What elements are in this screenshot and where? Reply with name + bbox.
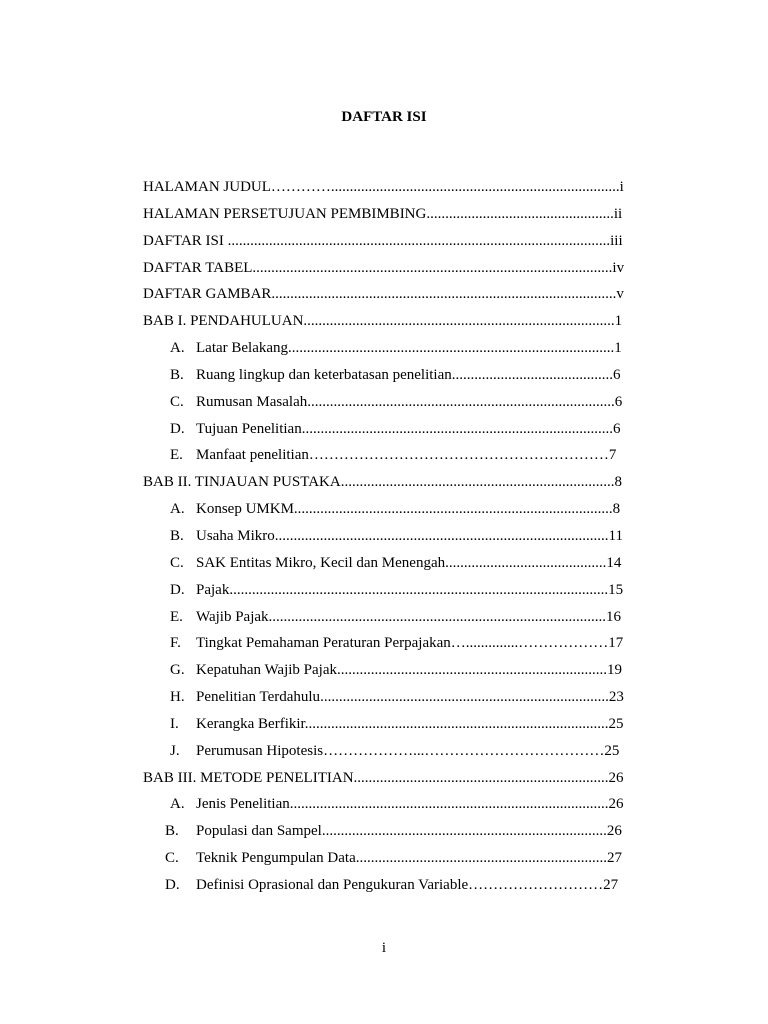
toc-entry-leader: ………………...……………………………… xyxy=(323,742,605,759)
toc-entry-label: DAFTAR ISI xyxy=(143,232,224,249)
toc-entry-marker: C. xyxy=(170,393,184,410)
toc-entry-page: 1 xyxy=(614,340,622,357)
toc-entry-label: Definisi Oprasional dan Pengukuran Variable xyxy=(196,876,469,893)
toc-entry xyxy=(0,228,768,255)
toc-entry xyxy=(0,604,768,631)
toc-entry-marker: A. xyxy=(170,340,185,357)
toc-entry-label: Latar Belakang xyxy=(196,340,289,357)
toc-entry-page: 8 xyxy=(612,501,621,518)
toc-entry xyxy=(0,765,768,792)
toc-entry-leader: ................................................................................. xyxy=(304,715,609,732)
toc-entry-line xyxy=(196,711,624,738)
toc-entry-page: 6 xyxy=(614,393,623,410)
toc-entry-line xyxy=(196,523,624,550)
toc-entry xyxy=(0,442,768,469)
toc-entry-page: 14 xyxy=(606,554,622,571)
toc-entry-marker: C. xyxy=(170,554,184,571)
toc-entry-leader: ........................................... xyxy=(445,554,607,571)
toc-entry-leader: ......................................................................... xyxy=(340,474,615,491)
toc-entry-line xyxy=(196,791,624,818)
toc-entry-page: 11 xyxy=(608,527,623,544)
toc-entry-marker: F. xyxy=(170,635,181,652)
toc-entry-line xyxy=(143,281,624,308)
toc-entry xyxy=(0,174,768,201)
toc-entry-leader: .......................................................................................... xyxy=(268,608,607,625)
toc-entry-page: 27 xyxy=(603,876,619,893)
toc-entry xyxy=(0,818,768,845)
toc-entry-line xyxy=(196,738,624,765)
toc-entry-line xyxy=(196,657,624,684)
toc-entry-label: BAB III. METODE PENELITIAN xyxy=(143,769,354,786)
toc-entry-label: Jenis Penelitian xyxy=(196,796,290,813)
toc-entry xyxy=(0,630,768,657)
toc-entry-page: 26 xyxy=(606,823,622,840)
toc-entry-page: 26 xyxy=(608,769,624,786)
toc-entry-marker: E. xyxy=(170,608,183,625)
toc-entry-label: Manfaat penelitian xyxy=(196,447,309,464)
toc-entry xyxy=(0,791,768,818)
toc-entry-line xyxy=(196,362,624,389)
toc-entry-label: SAK Entitas Mikro, Kecil dan Menengah xyxy=(196,554,446,571)
toc-entry-page: 6 xyxy=(613,366,621,383)
toc-entry xyxy=(0,550,768,577)
toc-entry xyxy=(0,872,768,899)
toc-entry-leader: ..................................................................................................... xyxy=(229,581,609,598)
toc-entry-label: Usaha Mikro xyxy=(196,527,275,544)
toc-entry-marker: A. xyxy=(170,796,185,813)
toc-entry-marker: H. xyxy=(170,689,185,706)
toc-entry-marker: D. xyxy=(170,581,185,598)
toc-entry xyxy=(0,389,768,416)
toc-entry-leader: ......................................................................................... xyxy=(274,527,609,544)
toc-entry-label: DAFTAR GAMBAR xyxy=(143,286,272,303)
toc-entry-leader: ................................................................................... xyxy=(301,420,613,437)
toc-entry-marker: A. xyxy=(170,501,185,518)
toc-entry-line xyxy=(143,765,624,792)
toc-entry-label: Kepatuhan Wajib Pajak xyxy=(196,662,337,679)
toc-entry-page: 8 xyxy=(614,474,622,491)
toc-entry xyxy=(0,335,768,362)
toc-entry-page: iv xyxy=(612,259,624,276)
toc-entry-marker: B. xyxy=(170,527,184,544)
toc-entry-label: Wajib Pajak xyxy=(196,608,269,625)
toc-entry-page: 15 xyxy=(608,581,624,598)
toc-entry-label: Rumusan Masalah xyxy=(196,393,308,410)
toc-entry xyxy=(0,362,768,389)
toc-entry-line xyxy=(143,308,624,335)
toc-entry-page: 27 xyxy=(607,850,622,867)
toc-entry-leader: …………………………………………………… xyxy=(308,447,609,464)
toc-entry xyxy=(0,577,768,604)
toc-entry-line xyxy=(196,389,624,416)
toc-entry-marker: G. xyxy=(170,662,185,679)
toc-entry-leader: ............................................................................................ xyxy=(271,286,617,303)
toc-entry-page: 25 xyxy=(604,742,620,759)
toc-entry xyxy=(0,711,768,738)
toc-entry-leader: .................................................................................. xyxy=(307,393,615,410)
toc-entry-label: BAB II. TINJAUAN PUSTAKA xyxy=(143,474,341,491)
toc-entry-line xyxy=(143,255,624,282)
toc-entry-leader: ........................................... xyxy=(451,366,614,383)
toc-entry-leader: ...................................................................................................... xyxy=(223,232,611,249)
toc-entry-label: Teknik Pengumpulan Data xyxy=(196,850,356,867)
toc-entry-label: Konsep UMKM xyxy=(196,501,294,518)
toc-entry-marker: C. xyxy=(165,850,179,867)
toc-entry xyxy=(0,523,768,550)
toc-entry-line xyxy=(196,604,624,631)
toc-entry xyxy=(0,845,768,872)
toc-entry-page: 25 xyxy=(608,715,624,732)
toc-entry-label: Ruang lingkup dan keterbatasan penelitian xyxy=(196,366,452,383)
toc-entry-leader: ……………………… xyxy=(468,876,604,893)
toc-entry-page: 23 xyxy=(608,689,624,706)
toc-entry xyxy=(0,281,768,308)
toc-entry-leader: ............................................................................. xyxy=(320,689,609,706)
toc-entry-leader: ................................................................................... xyxy=(303,313,615,330)
toc-entry-line xyxy=(196,550,624,577)
toc-entry-line xyxy=(196,335,624,362)
toc-entry-leader: ........................................................................ xyxy=(336,662,607,679)
toc-entry-leader: ................................................................................................ xyxy=(252,259,613,276)
toc-entry-page: 26 xyxy=(608,796,624,813)
toc-entry-label: Tingkat Pemahaman Peraturan Perpajakan xyxy=(196,635,451,652)
toc-entry-page: i xyxy=(619,179,624,195)
toc-entry xyxy=(0,496,768,523)
toc-entry xyxy=(0,657,768,684)
toc-entry-line xyxy=(196,845,624,872)
toc-entry-page: 7 xyxy=(608,447,617,464)
toc-entry-leader: …………............................................................................. xyxy=(270,179,620,195)
toc-entry-page: v xyxy=(616,286,624,303)
toc-entry-line xyxy=(143,469,624,496)
toc-entry-page: iii xyxy=(610,232,623,249)
toc-entry-page: 16 xyxy=(606,608,622,625)
toc-entry-marker: B. xyxy=(165,823,179,840)
toc-entry-label: Penelitian Terdahulu xyxy=(196,689,321,706)
toc-entry-label: Tujuan Penelitian xyxy=(196,420,302,437)
page-title: DAFTAR ISI xyxy=(341,109,427,125)
toc-entry xyxy=(0,469,768,496)
toc-entry-marker: D. xyxy=(165,876,180,893)
toc-entry-leader: ..................................................................................... xyxy=(293,501,613,518)
toc-entry xyxy=(0,201,768,228)
toc-entry-line xyxy=(196,630,624,657)
toc-entry-page: ii xyxy=(613,205,623,222)
table-of-contents xyxy=(0,174,768,899)
toc-entry-page: 6 xyxy=(612,420,621,437)
toc-entry-leader: ..................................................................................... xyxy=(289,796,609,813)
toc-entry-label: Kerangka Berfikir xyxy=(196,715,305,732)
toc-entry-line xyxy=(143,201,624,228)
toc-entry-line xyxy=(196,416,624,443)
toc-entry-label: Perumusan Hipotesis xyxy=(196,742,324,759)
toc-entry-line xyxy=(196,577,624,604)
toc-entry-page: 17 xyxy=(608,635,624,652)
toc-entry-marker: B. xyxy=(170,366,184,383)
toc-entry-line xyxy=(196,442,624,469)
toc-entry-marker: I. xyxy=(170,715,179,732)
toc-entry-leader: ....................................................................................... xyxy=(288,340,615,357)
toc-entry-marker: D. xyxy=(170,420,185,437)
toc-entry-line xyxy=(196,872,624,899)
toc-entry-label: Pajak xyxy=(196,581,230,598)
toc-entry xyxy=(0,684,768,711)
toc-entry-line xyxy=(143,228,624,255)
toc-entry-leader: .................................................. xyxy=(426,205,614,222)
toc-entry-leader: ................................................................... xyxy=(355,850,607,867)
toc-entry-leader: ............................................................................ xyxy=(321,823,607,840)
toc-entry xyxy=(0,738,768,765)
toc-entry-line xyxy=(143,174,624,201)
toc-entry-line xyxy=(196,496,624,523)
toc-entry-label: DAFTAR TABEL xyxy=(143,259,253,276)
toc-entry-label: HALAMAN PERSETUJUAN PEMBIMBING xyxy=(143,205,427,222)
toc-entry xyxy=(0,308,768,335)
page-number: i xyxy=(381,940,387,956)
toc-entry xyxy=(0,255,768,282)
toc-entry-label: BAB I. PENDAHULUAN xyxy=(143,313,304,330)
toc-entry-line xyxy=(196,818,624,845)
toc-entry-leader: .................................................................... xyxy=(353,769,609,786)
toc-entry-marker: J. xyxy=(170,742,180,759)
toc-entry-label: HALAMAN JUDUL xyxy=(143,179,271,195)
toc-entry xyxy=(0,416,768,443)
toc-entry-label: Populasi dan Sampel xyxy=(196,823,322,840)
toc-entry-marker: E. xyxy=(170,447,183,464)
toc-entry-page: 1 xyxy=(614,313,623,330)
toc-entry-line xyxy=(196,684,624,711)
toc-entry-leader: …..............……………… xyxy=(450,635,609,652)
toc-entry-page: 19 xyxy=(606,662,622,679)
